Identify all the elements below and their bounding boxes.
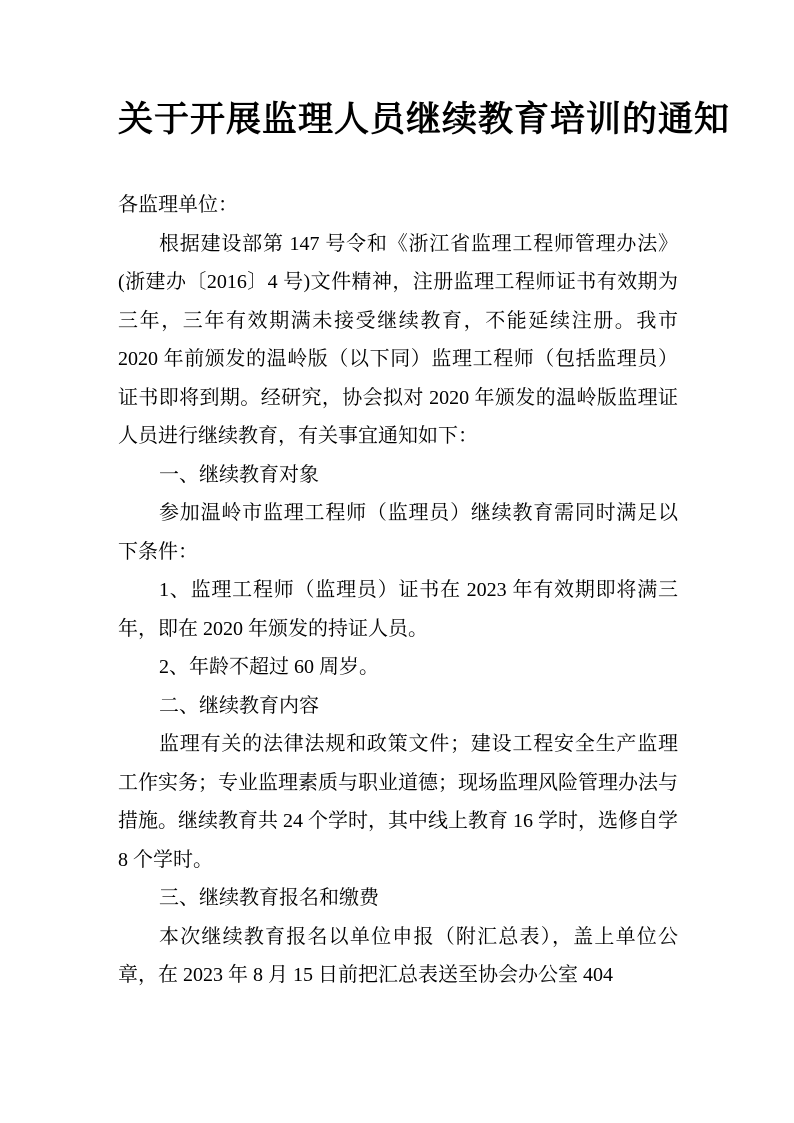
intro-paragraph: 根据建设部第 147 号令和《浙江省监理工程师管理办法》(浙建办〔2016〕4 号)文件精神，注册监理工程师证书有效期为三年，三年有效期满未接受继续教育，不能延续注册。我市 2020 年前颁发的温岭版（以下同）监理工程师（包括监理员）证书即将到期。经研究，协会拟对 2020 年颁发的温岭版监理证人员进行继续教育，有关事宜通知如下： [118,232,678,447]
section-3-heading: 三、继续教育报名和缴费 [159,887,379,909]
condition-2-paragraph: 2、年龄不超过 60 周岁。 [159,656,379,678]
section-3-body-paragraph: 本次继续教育报名以单位申报（附汇总表），盖上单位公章，在 2023 年 8 月 15 日前把汇总表送至协会办公室 404 [118,925,678,986]
section-2-body-paragraph: 监理有关的法律法规和政策文件；建设工程安全生产监理工作实务；专业监理素质与职业道德；现场监理风险管理办法与措施。继续教育共 24 个学时，其中线上教育 16 学时，选修自学 8 个学时。 [118,733,678,871]
document-title: 关于开展监理人员继续教育培训的通知 [118,100,731,139]
section-1-intro-paragraph: 参加温岭市监理工程师（监理员）继续教育需同时满足以下条件： [118,502,678,563]
section-2-heading: 二、继续教育内容 [159,694,319,717]
document-body [118,186,678,995]
salutation-line: 各监理单位： [118,194,238,216]
section-1-heading: 一、继续教育对象 [159,463,319,486]
condition-1-paragraph: 1、监理工程师（监理员）证书在 2023 年有效期即将满三年，即在 2020 年颁发的持证人员。 [118,579,678,640]
